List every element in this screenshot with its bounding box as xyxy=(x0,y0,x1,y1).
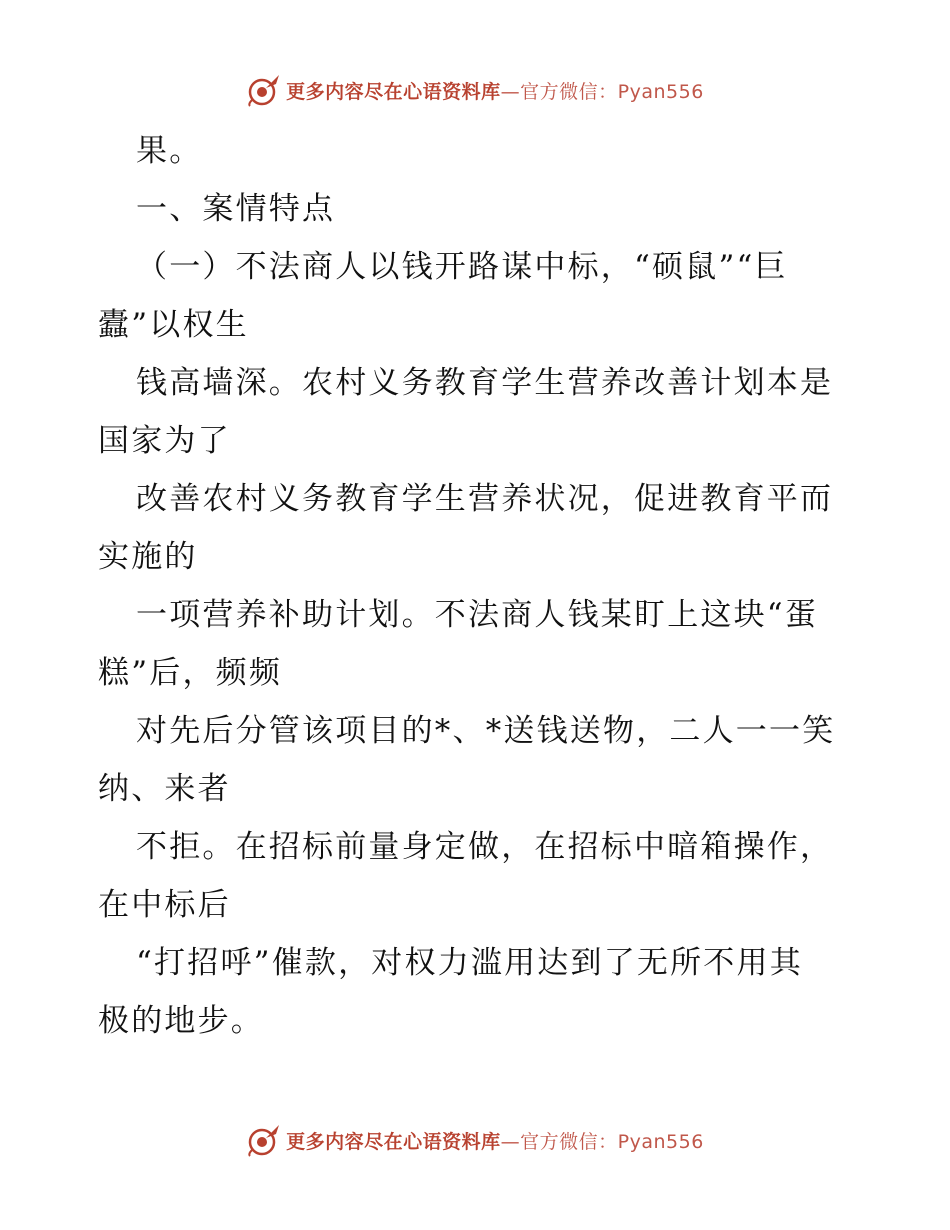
text-line: 改善农村义务教育学生营养状况，促进教育平而 xyxy=(136,481,834,517)
page-header-banner xyxy=(0,70,950,110)
text-line: 不拒。在招标前量身定做，在招标中暗箱操作， xyxy=(136,829,834,865)
banner-bold-text: 更多内容尽在心语资料库 xyxy=(286,1130,501,1153)
text-line: 实施的 xyxy=(98,539,198,575)
banner-text xyxy=(286,77,704,104)
banner-text xyxy=(286,1127,704,1154)
banner-wechat-text: —官方微信：Pyan556 xyxy=(500,1130,704,1153)
text-line: 纳、来者 xyxy=(98,771,231,807)
banner-bold-text: 更多内容尽在心语资料库 xyxy=(286,80,501,103)
text-line: （一）不法商人以钱开路谋中标，“硕鼠”“巨 xyxy=(136,249,788,285)
section-heading: 一、案情特点 xyxy=(136,191,336,227)
text-line: 钱高墙深。农村义务教育学生营养改善计划本是 xyxy=(136,365,834,401)
text-line: 在中标后 xyxy=(98,887,231,923)
page-footer-banner xyxy=(0,1120,950,1160)
text-line: 糕”后，频频 xyxy=(98,655,283,691)
text-line: 国家为了 xyxy=(98,423,231,459)
text-line: 果。 xyxy=(136,133,203,169)
banner-wechat-text: —官方微信：Pyan556 xyxy=(500,80,704,103)
text-line: 蠹”以权生 xyxy=(98,307,249,343)
document-body xyxy=(98,122,850,1050)
quill-logo-icon xyxy=(246,1122,282,1158)
text-line: 一项营养补助计划。不法商人钱某盯上这块“蛋 xyxy=(136,597,819,633)
text-line: “打招呼”催款，对权力滥用达到了无所不用其 xyxy=(136,945,803,981)
quill-logo-icon xyxy=(246,72,282,108)
text-line: 对先后分管该项目的*、*送钱送物，二人一一笑 xyxy=(136,713,836,749)
text-line: 极的地步。 xyxy=(98,1003,264,1039)
